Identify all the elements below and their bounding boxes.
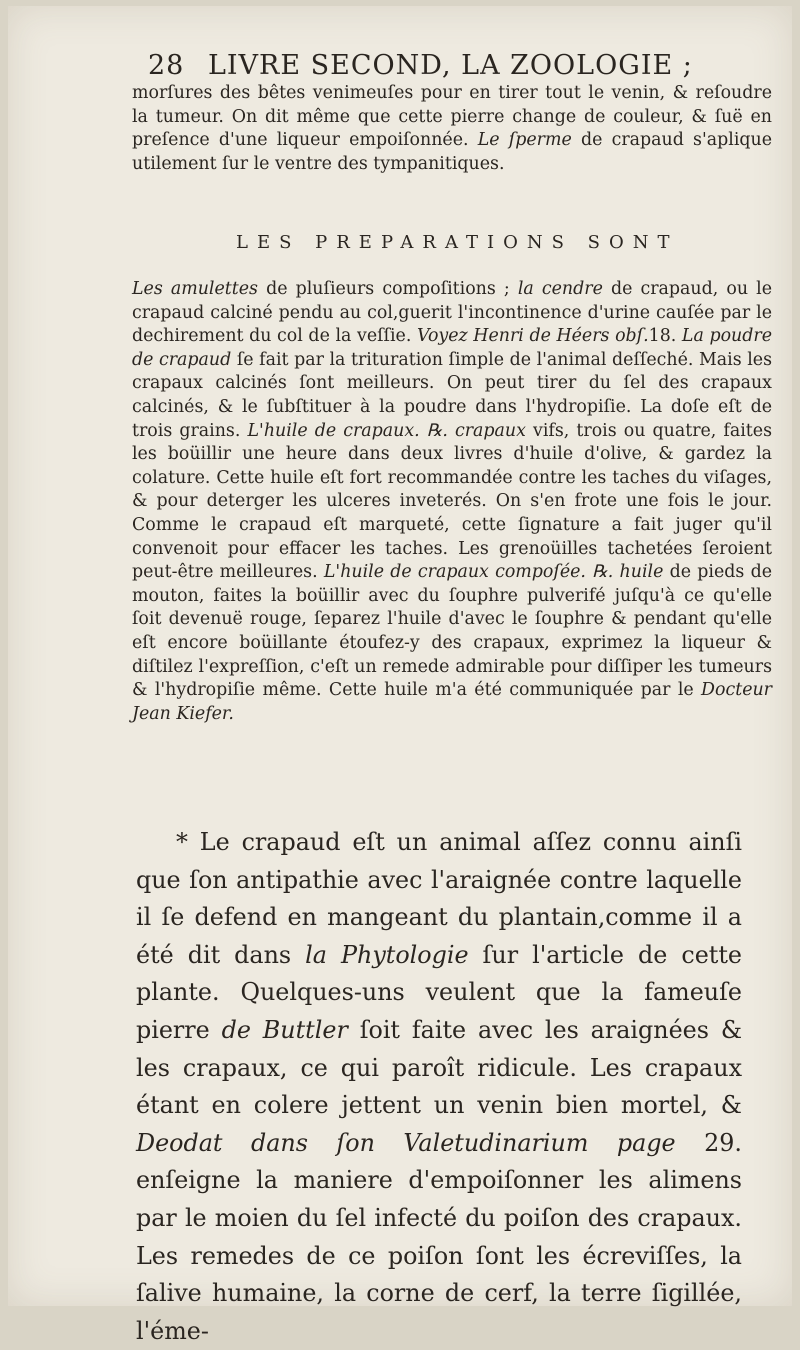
italic-run: L'huile de crapaux. ℞. crapaux [247, 420, 526, 441]
page-number: 28 [148, 50, 185, 81]
text-run: morſures des bêtes venimeuſes pour en tirer tout le venin, & reſoudre la tumeur. On dit même que cette pierre change de couleur, & ſuë en preſence d'une liqueur empoiſonnée. [132, 83, 772, 151]
text-run: de pieds de mouton, faites la boüillir avec du ſouphre pulverifé juſqu'à ce qu'elle ſoit devenuë rouge, ſeparez l'huile d'avec le ſouphre & pendant qu'elle eſt encore boüillante étoufez-y des crapaux, exprimez la liqueur & diſtilez l'expreſſion, c'eſt un remede admirable pour diſſiper les tumeurs & l'hydropiſie même. Cette huile m'a été communiquée par le [132, 562, 772, 701]
italic-run: Deodat dans ſon Valetudinarium page [136, 1128, 676, 1157]
text-run: * Le crapaud eſt un animal aſſez connu ainſi que ſon antipathie avec l'araignée contre laquelle il ſe defend en mangeant du plantain,comme il a été dit dans [136, 828, 742, 969]
text-run: vifs, trois ou quatre, faites les boüillir une heure dans deux livres d'huile d'olive, & gardez la colature. Cette huile eſt fort recommandée contre les taches du viſages, & pour deterger les ulceres inveterés. On s'en frote une fois le jour. Comme le crapaud eſt marqueté, cette ſignature a fait juger qu'il convenoit pour effacer les taches. Les grenoüilles tachetées ſeroient peut-être meilleures. [132, 420, 773, 583]
italic-run: Les amulettes [132, 279, 258, 299]
running-title: LIVRE SECOND, LA ZOOLOGIE ; [207, 50, 693, 81]
text-run: 18. [648, 326, 682, 347]
italic-run: La poudre de crapaud [132, 326, 772, 370]
text-run: de pluſieurs compoſitions ; [257, 279, 518, 299]
page-header [148, 50, 708, 81]
text-run: ſe fait par la trituration ſimple de l'animal deſſeché. Mais les crapaux calcinés ſont meilleurs. On peut tirer du ſel des crapaux calcinés, & le ſubſtituer à la poudre dans l'hydropiſie. La doſe eſt de trois grains. [132, 349, 772, 441]
italic-run: Voyez Henri de Héers obſ. [416, 326, 649, 347]
italic-run: Docteur Jean Kiefer. [132, 680, 772, 724]
book-page [8, 6, 792, 1345]
preparations-paragraph [132, 278, 772, 726]
text-run: 29. enſeigne la maniere d'empoiſonner les alimens par le moien du ſel infecté du poiſon des crapaux. Les remedes de ce poiſon ſont les écreviſſes, la ſalive humaine, la corne de cerf, la terre ſigillée, l'éme- [136, 1128, 742, 1345]
section-heading: LES PREPARATIONS SONT [236, 232, 679, 253]
text-run: de crapaud s'aplique utilement ſur le ventre des tympanitiques. [132, 130, 773, 174]
footnote-paragraph [136, 824, 742, 1350]
italic-run: Le ſperme [477, 130, 572, 151]
italic-run: la cendre [517, 279, 603, 299]
text-run: ſoit faite avec les araignées & les crapaux, ce qui paroît ridicule. Les crapaux étant en colere jettent un venin bien mortel, & [136, 1015, 742, 1120]
top-paragraph [132, 82, 772, 176]
italic-run: L'huile de crapaux compoſée. ℞. huile [323, 562, 664, 583]
italic-run: de Buttler [221, 1015, 348, 1044]
text-run: de crapaud, ou le crapaud calciné pendu au col,guerit l'incontinence d'urine cauſée par le dechirement du col de la veſſie. [132, 279, 773, 347]
text-run: ſur l'article de cette plante. Quelques-uns veulent que la fameuſe pierre [136, 940, 742, 1044]
italic-run: la Phytologie [305, 940, 469, 969]
